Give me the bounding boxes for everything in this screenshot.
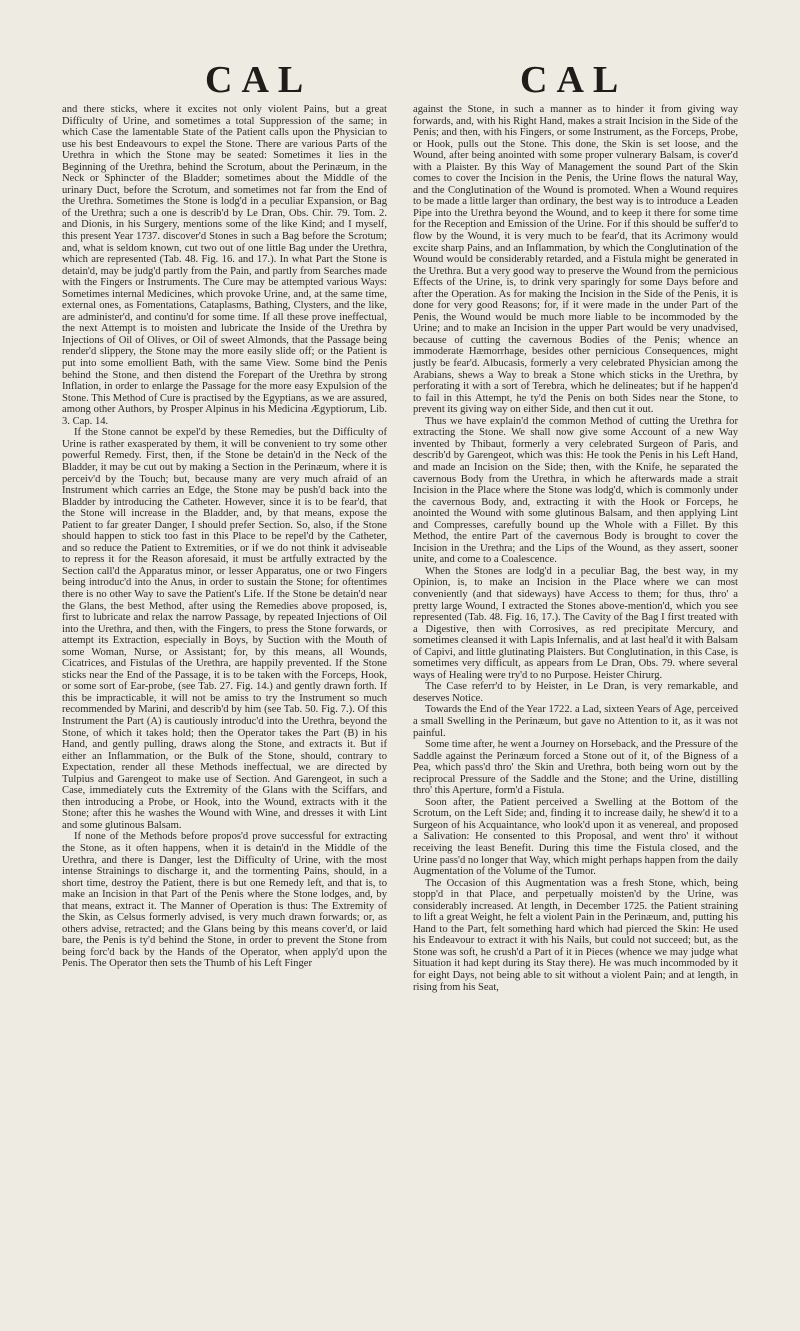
paragraph: The Occasion of this Augmentation was a fresh Stone, which, being stopp'd in that Place, and perpetually moisten'd by the Urine, was considerably increased. At length, in December 1725. the Patient straining to lift a great Weight, he felt a violent Pain in the Perinæum, and, putting his Hand to the Part, felt something hard which had pierced the Skin: He used his Endeavour to extract it with his Nails, but could not succeed; but, as the Stone was soft, he crush'd a Part of it in Pieces (whence we may judge what Situation it had kept during its Stay there). He was much incommoded by it for eight Days, not being able to sit without a violent Pain; and at length, in rising from his Seat,: [413, 877, 738, 993]
paragraph: If none of the Methods before propos'd prove successful for extracting the Stone, as it often happens, when it is detain'd in the Middle of the Urethra, and there is Danger, lest the Difficulty of Urine, with the most intense Strainings to discharge it, and the tormenting Pains, should, in a short time, destroy the Patient, there is but one Remedy left, and that is, to make an Incision in that Part of the Penis where the Stone lodges, and, by that means, extract it. The Manner of Operation is thus: The Extremity of the Skin, as Celsus formerly advised, is very much drawn forwards; or, as others advise, retracted; and the Glans being by this means cover'd, or laid bare, the Penis is ty'd behind the Stone, in order to prevent the Stone from being forc'd back by the Hands of the Operator, when apply'd upon the Penis. The Operator then sets the Thumb of his Left Finger: [62, 831, 387, 970]
paragraph: Thus we have explain'd the common Method of cutting the Urethra for extracting the Stone. We shall now give some Account of a new Way invented by Thibaut, formerly a very celebrated Surgeon of Paris, and describ'd by Garengeot, which was this: He took the Penis in his Left Hand, and made an Incision on the Side; then, with the Knife, he separated the cavernous Body from the Urethra, in which he afterwards made a strait Incision in the Place where the Stone was lodg'd, which is commonly under the cavernous Body, and, extracting it with the Hook or Forceps, he anointed the Wound with some glutinous Balsam, and then applying Lint and Compresses, carefully bound up the Whole with a Fillet. By this Method, the entire Part of the cavernous Body is brought to cover the Incision in the Urethra; and the Lips of the Wound, as they assert, sooner unite, and come to a Coalescence.: [413, 415, 738, 566]
paragraph: When the Stones are lodg'd in a peculiar Bag, the best way, in my Opinion, is, to make an Incision in the Place where we can most conveniently (and that sideways) have Access to them; for thus, thro' a pretty large Wound, I extracted the Stones above-mention'd, which you see represented (Tab. 48. Fig. 16, 17.). The Cavity of the Bag I first treated with a Digestive, then with Corrosives, as red precipitate Mercury, and sometimes cleansed it with Lapis Infernalis, and at last heal'd it with Balsam of Capivi, and little glutinating Plaisters. But Conglutination, in this Case, is sometimes very difficult, as appears from Le Dran, Obs. 79. where several ways of Healing were try'd to no Purpose. Heister Chirurg.: [413, 565, 738, 681]
paragraph: Towards the End of the Year 1722. a Lad, sixteen Years of Age, perceived a small Swelling in the Perinæum, but gave no Attention to it, as it was not painful.: [413, 704, 738, 739]
paragraph: against the Stone, in such a manner as to hinder it from giving way forwards, and, with his Right Hand, makes a strait Incision in the Side of the Penis; and then, with his Fingers, or some Instrument, as the Forceps, Probe, or Hook, pulls out the Stone. This done, the Skin is set loose, and the Wound, after being anointed with some proper vulnerary Balsam, is cover'd with a Plaister. By this Way of Management the sound Part of the Skin comes to cover the Incision in the Penis, the Urine flows the natural Way, and the Conglutination of the Wound is promoted. When a Wound requires to be made a little larger than ordinary, the best way is to introduce a Leaden Pipe into the Urethra beyond the Wound, and to keep it there for some time for the Reception and Emission of the Urine. For if this should be suffer'd to flow by the Wound, it is very much to be fear'd, that its Acrimony would excite sharp Pains, and an Inflammation, by which the Conglutination of the Wound would be considerably retarded, and a Fistula might be generated in the Urethra. But a very good way to preserve the Wound from the pernicious Effects of the Urine, is, to drink very sparingly for some Days before and after the Operation. As for making the Incision in the Side of the Penis, it is done for very good Reasons; for, if it were made in the under Part of the Penis, the Wound would be much more liable to be incommoded by the Urine; and to make an Incision in the upper Part would be very unadvised, because of cutting the cavernous Bodies of the Penis; whence an immoderate Hæmorrhage, besides other pernicious Consequences, might justly be fear'd. Albucasis, formerly a very celebrated Physician among the Arabians, shews a Way to break a Stone which sticks in the Urethra, by perforating it with a sort of Terebra, which he delineates; but if he happen'd to fail in this Attempt, he ty'd the Penis on both Sides near the Stone, to prevent its giving way on either Side, and then cut it out.: [413, 104, 738, 416]
paragraph: Soon after, the Patient perceived a Swelling at the Bottom of the Scrotum, on the Left Side; and, finding it to increase daily, he shew'd it to a Surgeon of his Acquaintance, who look'd upon it as venereal, and proposed a Salivation: He consented to this Proposal, and went thro' it without receiving the least Benefit. During this time the Fistula closed, and the Urine pass'd no longer that Way, which might perhaps happen from the daily Augmentation of the Volume of the Tumor.: [413, 796, 738, 878]
right-column: [413, 104, 738, 1299]
running-head-left: CAL: [205, 59, 313, 101]
paragraph: Some time after, he went a Journey on Horseback, and the Pressure of the Saddle against the Perinæum forced a Stone out of it, of the Bigness of a Pea, which pass'd thro' the Skin and Urethra, both being worn out by the reciprocal Pressure of the Saddle and the Stone; and the Urine, distilling thro' this Aperture, form'd a Fistula.: [413, 739, 738, 797]
paragraph: If the Stone cannot be expel'd by these Remedies, but the Difficulty of Urine is rather exasperated by them, it will be convenient to try some other powerful Remedy. First, then, if the Stone be detain'd in the Neck of the Bladder, it may be cut out by making a Section in the Perinæum, where it is perceiv'd by the Touch; but, because many are very much afraid of an Instrument which carries an Edge, the Stone may be push'd back into the Bladder by introducing the Catheter. However, since it is to be fear'd, that the Stone will increase in the Bladder, and, by that means, expose the Patient to far greater Danger, I should prefer Section. So, also, if the Stone should happen to stick too fast in this Place to be repel'd by the Catheter, and so reduce the Patient to Extremities, or if we do not think it adviseable to repress it for the Reason aforesaid, it must be artfully extracted by the Section call'd the Apparatus minor, or lesser Apparatus, one or two Fingers being introduc'd into the Anus, in order to sustain the Stone; for oftentimes there is no other Way to save the Patient's Life. If the Stone be detain'd near the Glans, the best Method, after using the Remedies above proposed, is, first to lubricate and relax the narrow Passage, by repeated Injections of Oil into the Urethra, and then, with the Fingers, to press the Stone forwards, or attempt its Extraction, especially in Boys, by Suction with the Mouth of some Woman, Nurse, or Assistant; for, by this means, all Wounds, Cicatrices, and Fistulas of the Urethra, are happily prevented. If the Stone sticks near the End of the Passage, it is to be taken with the Forceps, Hook, or some sort of Ear-probe, (see Tab. 27. Fig. 14.) and gently drawn forth. If this be impracticable, it will not be amiss to try the Instrument so much recommended by Marini, and describ'd by him (see Tab. 50. Fig. 7.). Of this Instrument the Part (A) is cautiously introduc'd into the Urethra, beyond the Stone, of which it takes hold; then the Operator takes the Part (B) in his Hand, and gently pulling, draws along the Stone, and extracts it. But if either an Inflammation, or the Bulk of the Stone, should, contrary to Expectation, render all these Methods ineffectual, we are directed by Tulpius and Garengeot to make use of Section. And Garengeot, in such a Case, immediately cuts the Extremity of the Glans with the Sciffars, and then introducing a Probe, or Hook, into the Wound, extracts with it the Stone; after this he washes the Wound with Wine, and dresses it with Lint and some glutinous Balsam.: [62, 427, 387, 831]
paragraph: The Case referr'd to by Heister, in Le Dran, is very remarkable, and deserves Notice.: [413, 681, 738, 704]
running-head-right: CAL: [520, 59, 628, 101]
left-column: [62, 104, 387, 1299]
paragraph: and there sticks, where it excites not only violent Pains, but a great Difficulty of Urine, and sometimes a total Suppression of the same; in which Case the lamentable State of the Patient calls upon the Physician to use his best Endeavours to expel the Stone. There are various Parts of the Urethra in which the Stone may be seated: Sometimes it lies in the Beginning of the Urethra, behind the Scrotum, about the Perinæum, in the Neck or Sphincter of the Bladder; sometimes about the Middle of the urinary Duct, before the Scrotum, and sometimes not far from the End of the Urethra. Sometimes the Stone is lodg'd in a peculiar Expansion, or Bag of the Urethra; such a one is describ'd by Le Dran, Obs. Chir. 79. Tom. 2. and Dionis, in his Surgery, mentions some of the like Kind; and I myself, this present Year 1737. discover'd Stones in such a Bag before the Scrotum; and, what is seldom known, cut two out of one little Bag under the Urethra, which are represented (Tab. 48. Fig. 16. and 17.). In what Part the Stone is detain'd, may be judg'd partly from the Pain, and partly from Searches made with the Fingers or Instruments. The Cure may be attempted various Ways: Sometimes internal Medicines, which provoke Urine, and, at the same time, external ones, as Fomentations, Cataplasms, Bathing, Clysters, and the like, are administer'd, and continu'd for some time. If all these prove ineffectual, the next Attempt is to moisten and lubricate the Inside of the Urethra by Injections of Oil of Olives, or Oil of sweet Almonds, that the Passage being render'd slippery, the Stone may the more easily slide off; or the Patient is put into some emollient Bath, with the same View. Some bind the Penis behind the Stone, and then distend the Forepart of the Urethra by strong Inflation, in order to enlarge the Passage for the more easy Expulsion of the Stone. This Method of Cure is practised by the Egyptians, as we are assured, among other Authors, by Prosper Alpinus in his Medicina Ægyptiorum, Lib. 3. Cap. 14.: [62, 104, 387, 427]
